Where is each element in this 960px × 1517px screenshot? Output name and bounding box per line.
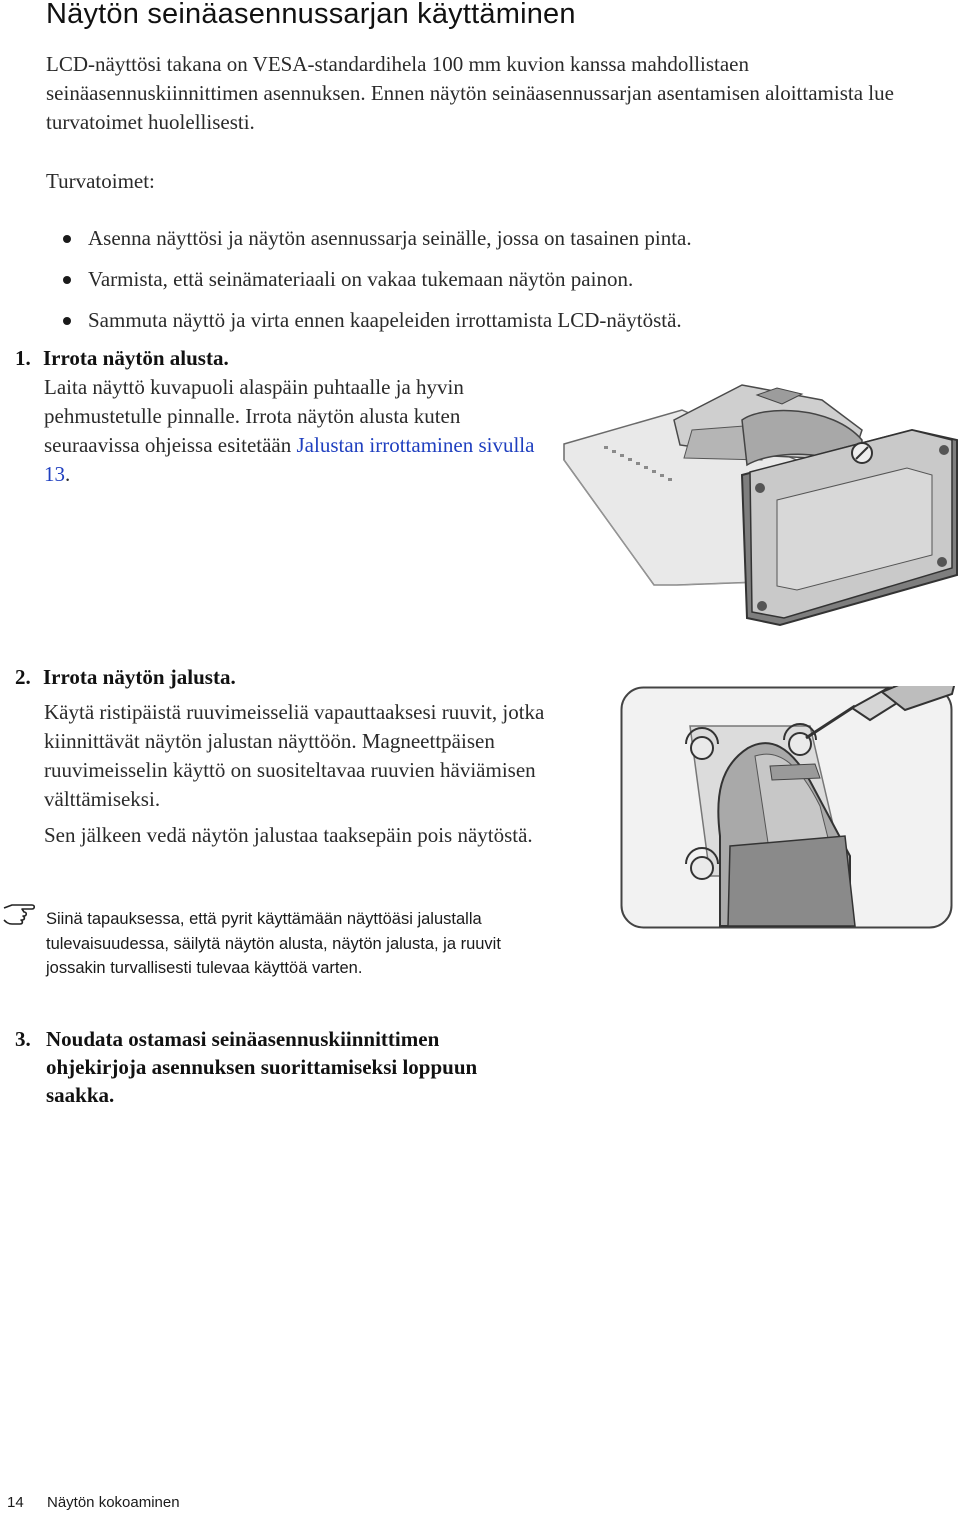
precaution-item: Asenna näyttösi ja näytön asennussarja seinälle, jossa on tasainen pinta. xyxy=(60,224,692,265)
step2-paragraph: Käytä ristipäistä ruuvimeisseliä vapauttaaksesi ruuvit, jotka kiinnittävät näytön jalustan näyttöön. Magneettpäisen ruuvimeisselin käyttö on suositeltavaa ruuvien häviämisen välttämiseksi. xyxy=(44,700,545,811)
bullet-icon xyxy=(63,276,71,284)
precautions-label: Turvatoimet: xyxy=(46,169,155,193)
page-title: Näytön seinäasennussarjan käyttäminen xyxy=(46,0,576,30)
pointing-hand-icon xyxy=(2,900,40,928)
step1-heading: 1. Irrota näytön alusta. xyxy=(15,346,229,370)
intro-paragraph: LCD-näyttösi takana on VESA-standardihela 100 mm kuvion kanssa mahdollistaen seinäasennuskiinnittimen asennuksen. Ennen näytön seinäasennussarjan asentamisen aloittamista lue turvatoimet huolellisesti. xyxy=(46,52,894,134)
bullet-icon xyxy=(63,235,71,243)
note-text: Siinä tapauksessa, että pyrit käyttämään näyttöäsi jalustalla tulevaisuudessa, säilytä näytön alusta, näytön jalusta, ja ruuvit jossakin turvallisesti tulevaa käyttöä varten. xyxy=(46,910,501,977)
stand-removal-illustration xyxy=(620,686,960,930)
step3-heading: 3. Noudata ostamasi seinäasennuskiinnittimen ohjekirjoja asennuksen suorittamiseksi loppuun saakka. xyxy=(15,1027,478,1107)
stand-removal-link[interactable]: Jalustan irrottaminen sivulla 13 xyxy=(44,433,535,486)
step2-paragraph-2: Sen jälkeen vedä näytön jalustaa taaksepäin pois näytöstä. xyxy=(44,823,533,847)
precaution-item: Sammuta näyttö ja virta ennen kaapeleiden irrottamista LCD-näytöstä. xyxy=(60,306,692,347)
step2-heading: 2. Irrota näytön jalusta. xyxy=(15,665,236,689)
page-footer xyxy=(7,1494,180,1511)
page-number: 14 xyxy=(7,1494,24,1511)
monitor-face-down-illustration xyxy=(562,380,960,635)
precautions-list xyxy=(60,224,692,347)
step1-paragraph: Laita näyttö kuvapuoli alaspäin puhtaalle ja hyvin pehmustetulle pinnalle. Irrota näytön alusta kuten seuraavissa ohjeissa esitetään Jalustan irrottaminen sivulla 13. xyxy=(44,375,535,486)
precaution-item: Varmista, että seinämateriaali on vakaa tukemaan näytön painon. xyxy=(60,265,692,306)
bullet-icon xyxy=(63,317,71,325)
footer-section: Näytön kokoaminen xyxy=(47,1494,180,1511)
